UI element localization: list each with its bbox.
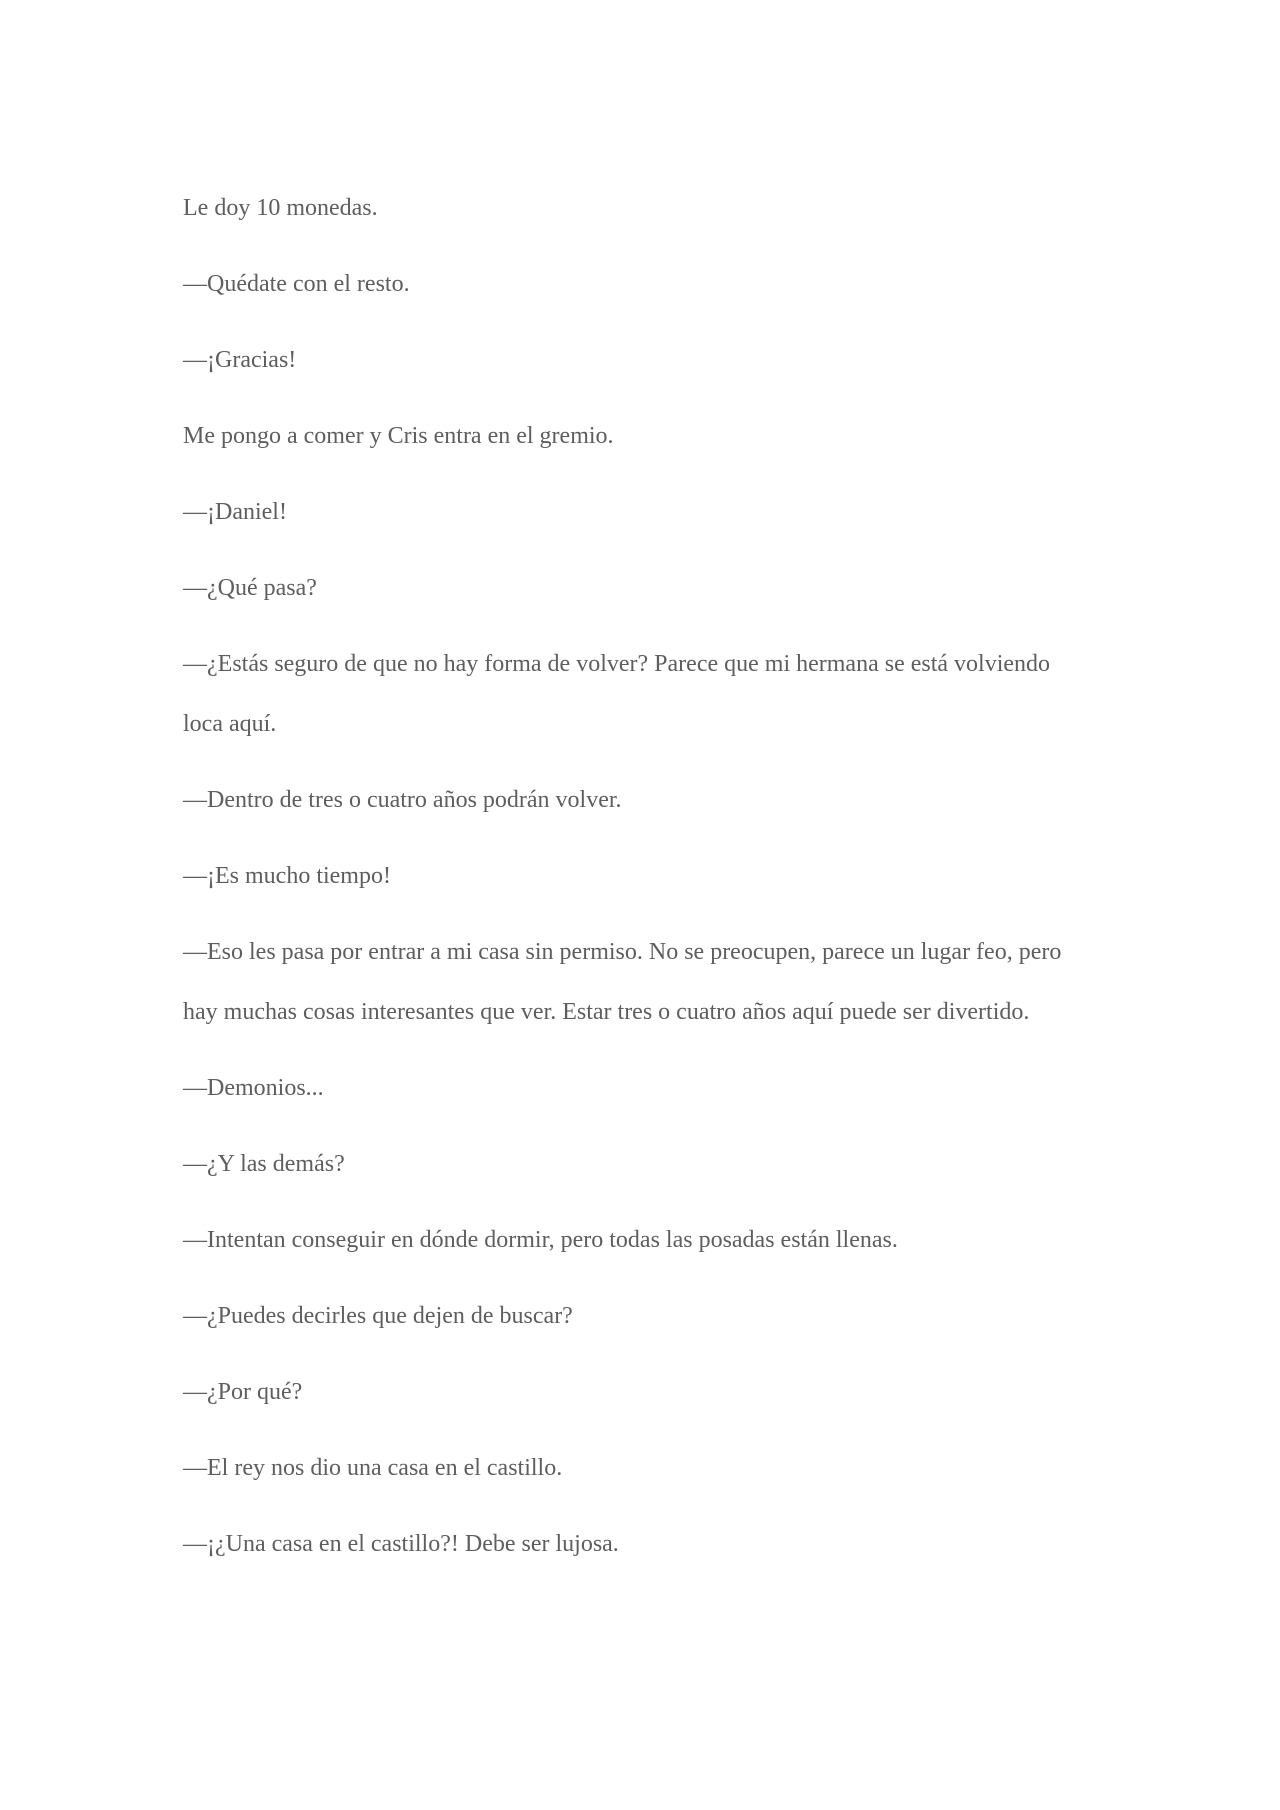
paragraph: —¿Por qué? xyxy=(183,1379,303,1405)
paragraph: —Quédate con el resto. xyxy=(183,271,410,297)
paragraph: —¿Puedes decirles que dejen de buscar? xyxy=(183,1303,573,1329)
paragraph: —El rey nos dio una casa en el castillo. xyxy=(183,1455,563,1481)
paragraph: —Eso les pasa por entrar a mi casa sin permiso. No se preocupen, parece un lugar feo, pero hay muchas cosas interesantes que ver. Estar tres o cuatro años aquí puede ser divertido. xyxy=(183,939,1062,1025)
document-body xyxy=(183,178,1083,1590)
paragraph: —Intentan conseguir en dónde dormir, pero todas las posadas están llenas. xyxy=(183,1227,898,1253)
paragraph: —¿Y las demás? xyxy=(183,1151,345,1177)
paragraph: Me pongo a comer y Cris entra en el gremio. xyxy=(183,423,614,449)
paragraph: —¡Gracias! xyxy=(183,347,297,373)
paragraph: —¡Es mucho tiempo! xyxy=(183,863,391,889)
paragraph: —¿Qué pasa? xyxy=(183,575,317,601)
paragraph: —¿Estás seguro de que no hay forma de volver? Parece que mi hermana se está volviendo loca aquí. xyxy=(183,651,1051,737)
paragraph: —Demonios... xyxy=(183,1075,324,1101)
paragraph: —¡¿Una casa en el castillo?! Debe ser lujosa. xyxy=(183,1531,619,1557)
paragraph: —¡Daniel! xyxy=(183,499,287,525)
paragraph: Le doy 10 monedas. xyxy=(183,195,378,221)
paragraph: —Dentro de tres o cuatro años podrán volver. xyxy=(183,787,622,813)
